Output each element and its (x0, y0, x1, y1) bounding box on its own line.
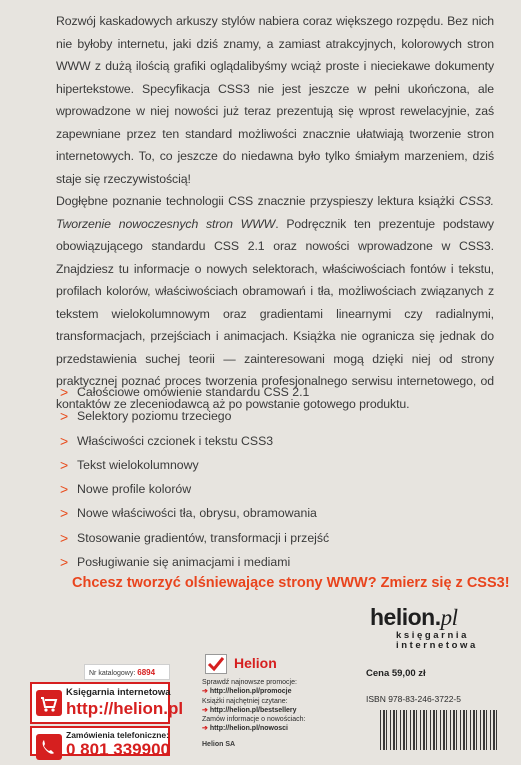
arrow-right-icon: ➔ (202, 706, 210, 714)
arrow-right-icon: ➔ (202, 725, 210, 733)
phone-order-number: 0 801 339900 (66, 740, 170, 759)
description-paragraph-1: Rozwój kaskadowych arkuszy stylów nabiera coraz większego rozpędu. Bez nich nie byłoby internetu, jaki dziś znamy, a zamiast atrakcyjnych, kolorowych stron WWW z dużą ilością grafiki oglądalibyśmy wciąż proste i nieciekawe dokumenty hipertekstowe. Specyfikacja CSS3 nie jest jeszcze w pełni ukończona, ale wprowadzone w niej nowości już teraz prezentują się wprost rewelacyjnie, zaś zapewniane przez ten standard możliwości znacznie ułatwiają tworzenie stron internetowych. To, co jeszcze do niedawna było tylko śmiałym marzeniem, dziś staje się rzeczywistością! (56, 14, 494, 186)
promo-links (202, 678, 362, 734)
online-bookstore-box[interactable] (30, 682, 184, 724)
feature-label: Całościowe omówienie standardu CSS 2.1 (77, 385, 310, 399)
bullet-arrow-icon: > (60, 481, 69, 498)
news-link[interactable]: http://helion.pl/nowosci (209, 725, 288, 733)
bestsellers-label: Książki najchętniej czytane: (202, 697, 288, 705)
feature-label: Właściwości czcionek i tekstu CSS3 (77, 433, 274, 448)
price: Cena 59,00 zł (366, 668, 426, 679)
news-label: Zamów informacje o nowościach: (202, 716, 306, 724)
bullet-arrow-icon: > (60, 554, 69, 571)
bestsellers-link[interactable]: http://helion.pl/bestsellery (209, 706, 297, 714)
barcode (380, 710, 498, 750)
news-link-row[interactable] (202, 724, 362, 733)
online-bookstore-label: Księgarnia internetowa (66, 687, 171, 698)
phone-icon (36, 734, 62, 760)
logo-brand-name: helion. (370, 604, 441, 630)
isbn: ISBN 978-83-246-3722-5 (366, 694, 461, 704)
feature-label: Nowe profile kolorów (77, 482, 192, 497)
bullet-arrow-icon: > (60, 456, 69, 473)
logo-line-2: internetowa (396, 640, 478, 651)
description-p2-rest: . Podręcznik ten prezentuje podstawy obowiązującego standardu CSS 2.1 oraz nowości wprowadzone w CSS3. Znajdziesz tu informacje o nowych selektorach, właściwościach fontów i tekstu, profilach kolorów, właściwościach obramowań i tła, możliwościach związanych z tekstem wielokolumnowym oraz gradientami linearnymi czy radialnymi, transformacjach, przejściach i animacjach. Książka nie ogranicza się jednak do przedstawienia suchej teorii — zainteresowani mogą dzięki niej od strony praktycznej poznać proces tworzenia profesjonalnego serwisu internetowego, od kontaktów ze zleceniodawcą aż po powstanie gotowego produktu. (56, 216, 494, 411)
feature-item (60, 453, 480, 477)
feature-item (60, 477, 480, 501)
cart-icon (36, 690, 62, 716)
bullet-arrow-icon: > (60, 505, 69, 522)
promo-label: Sprawdź najnowsze promocje: (202, 679, 297, 686)
feature-item (60, 404, 480, 428)
feature-item (60, 501, 480, 525)
feature-item (60, 526, 480, 550)
bullet-arrow-icon: > (60, 408, 69, 425)
bestsellers-link-row[interactable] (202, 706, 362, 715)
feature-item (60, 380, 480, 404)
feature-label: Tekst wielokolumnowy (77, 457, 199, 472)
helion-pl-logo (370, 604, 510, 656)
catalog-value: 6894 (137, 668, 156, 677)
feature-item (60, 429, 480, 453)
book-title: CSS3. Tworzenie nowoczesnych stron WWW (56, 194, 494, 231)
logo-line-1: księgarnia (396, 630, 469, 641)
tagline: Chcesz tworzyć olśniewające strony WWW? Zmierz się z CSS3! (72, 575, 510, 591)
bullet-arrow-icon: > (60, 384, 69, 400)
logo-brand (370, 604, 510, 631)
helion-mark-word: Helion (234, 655, 277, 671)
promo-link[interactable]: http://helion.pl/promocje (209, 688, 292, 696)
bullet-arrow-icon: > (60, 529, 69, 546)
feature-label: Stosowanie gradientów, transformacji i przejść (77, 530, 330, 545)
phone-order-box (30, 726, 170, 759)
publisher-name: Helion SA (202, 741, 236, 748)
feature-list (60, 380, 480, 574)
description (56, 10, 494, 415)
helion-publisher-mark (205, 652, 305, 676)
feature-label: Selektory poziomu trzeciego (77, 409, 232, 424)
arrow-right-icon: ➔ (202, 688, 210, 696)
promo-link-row[interactable] (202, 687, 362, 696)
logo-brand-suffix: pl (440, 605, 458, 630)
feature-label: Posługiwanie się animacjami i mediami (77, 555, 291, 570)
catalog-label: Nr katalogowy: (89, 670, 138, 677)
phone-order-label: Zamówienia telefoniczne: (66, 730, 169, 740)
checkmark-logo-icon (205, 654, 227, 674)
feature-item (60, 550, 480, 574)
online-bookstore-url[interactable]: http://helion.pl (66, 699, 184, 718)
bullet-arrow-icon: > (60, 432, 69, 449)
description-p2-start: Dogłębne poznanie technologii CSS znacznie przyspieszy lektura książki (56, 194, 459, 208)
catalog-number (84, 664, 170, 680)
feature-label: Nowe właściwości tła, obrysu, obramowania (77, 506, 317, 521)
